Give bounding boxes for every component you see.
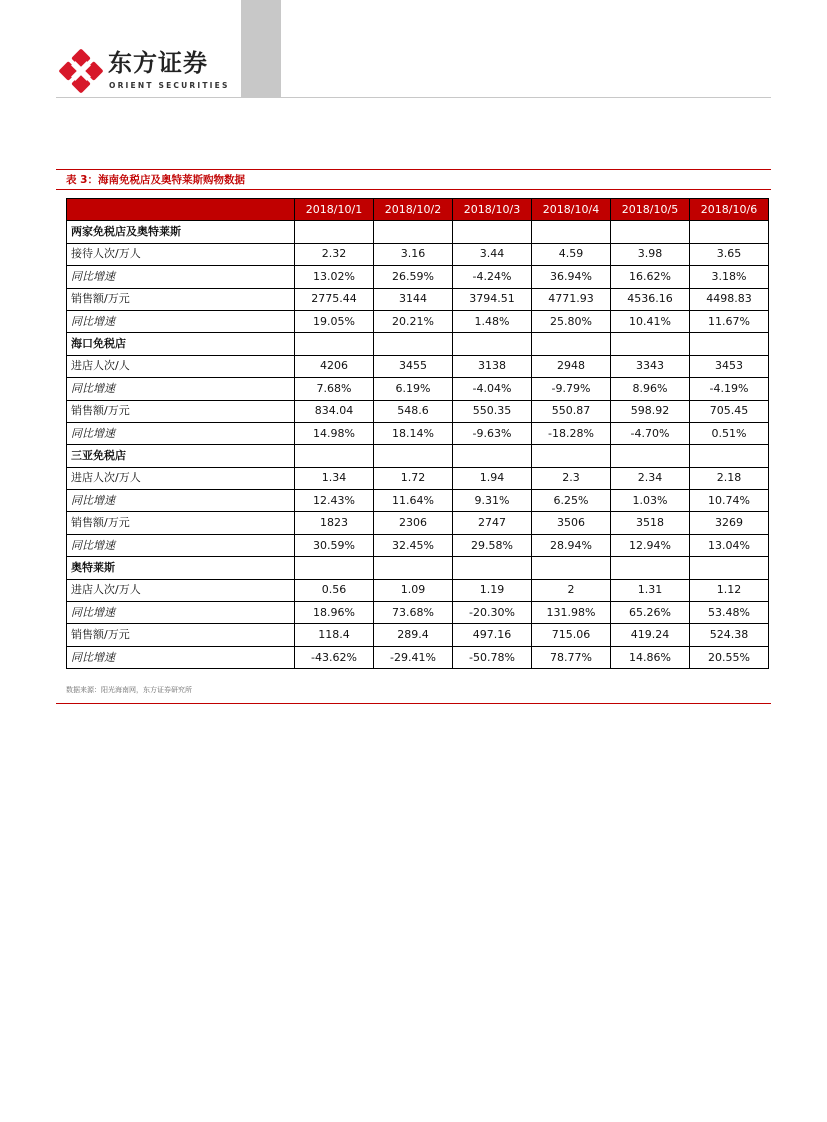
caption-top-rule <box>56 169 771 170</box>
section-row <box>67 445 769 467</box>
table-cell: 1.48% <box>453 310 532 332</box>
row-label: 进店人次/人 <box>67 355 295 377</box>
table-cell: 12.94% <box>611 534 690 556</box>
table-cell: 20.21% <box>374 310 453 332</box>
table-row <box>67 490 769 512</box>
table-cell: 524.38 <box>690 624 769 646</box>
table-cell: -20.30% <box>453 602 532 624</box>
table-cell <box>532 333 611 355</box>
table-cell <box>453 557 532 579</box>
table-cell: 78.77% <box>532 646 611 668</box>
table-cell: 9.31% <box>453 490 532 512</box>
table-cell <box>690 333 769 355</box>
table-cell: 3.44 <box>453 243 532 265</box>
table-cell: 3518 <box>611 512 690 534</box>
table-cell: -43.62% <box>295 646 374 668</box>
table-cell: 2.32 <box>295 243 374 265</box>
table-cell <box>611 445 690 467</box>
table-cell: 11.67% <box>690 310 769 332</box>
table-cell: 2 <box>532 579 611 601</box>
table-cell: 118.4 <box>295 624 374 646</box>
table-cell <box>453 221 532 243</box>
table-cell: 419.24 <box>611 624 690 646</box>
table-cell: 32.45% <box>374 534 453 556</box>
data-table <box>66 198 769 669</box>
table-row <box>67 646 769 668</box>
row-label: 接待人次/万人 <box>67 243 295 265</box>
row-label: 销售额/万元 <box>67 624 295 646</box>
table-cell: 3506 <box>532 512 611 534</box>
table-cell: 26.59% <box>374 266 453 288</box>
table-cell: 16.62% <box>611 266 690 288</box>
table-cell: 3343 <box>611 355 690 377</box>
table-header-row <box>67 199 769 221</box>
table-cell: 548.6 <box>374 400 453 422</box>
table-cell: 29.58% <box>453 534 532 556</box>
row-label: 同比增速 <box>67 534 295 556</box>
table-cell: 3453 <box>690 355 769 377</box>
table-cell <box>295 221 374 243</box>
table-cell <box>295 557 374 579</box>
table-cell: 13.04% <box>690 534 769 556</box>
table-cell: 4206 <box>295 355 374 377</box>
table-cell <box>374 221 453 243</box>
table-cell: 3.16 <box>374 243 453 265</box>
table-row <box>67 378 769 400</box>
row-label: 同比增速 <box>67 646 295 668</box>
row-label: 销售额/万元 <box>67 400 295 422</box>
table-cell: 2.34 <box>611 467 690 489</box>
section-title: 三亚免税店 <box>67 445 295 467</box>
row-label: 销售额/万元 <box>67 512 295 534</box>
table-cell: 3794.51 <box>453 288 532 310</box>
table-cell: 3.98 <box>611 243 690 265</box>
table-cell: 28.94% <box>532 534 611 556</box>
table-cell: -9.63% <box>453 422 532 444</box>
table-cell: 0.51% <box>690 422 769 444</box>
section-title: 奥特莱斯 <box>67 557 295 579</box>
table-cell: 18.96% <box>295 602 374 624</box>
table-cell: 1.31 <box>611 579 690 601</box>
table-cell: 3.65 <box>690 243 769 265</box>
row-label: 同比增速 <box>67 310 295 332</box>
table-cell: 10.74% <box>690 490 769 512</box>
table-cell: 131.98% <box>532 602 611 624</box>
table-cell: 3144 <box>374 288 453 310</box>
table-cell: 1.19 <box>453 579 532 601</box>
table-row <box>67 266 769 288</box>
header-cell-date: 2018/10/2 <box>374 199 453 221</box>
table-cell: 53.48% <box>690 602 769 624</box>
table-cell: 2775.44 <box>295 288 374 310</box>
table-cell <box>295 445 374 467</box>
section-row <box>67 557 769 579</box>
table-cell: 6.25% <box>532 490 611 512</box>
table-cell: 0.56 <box>295 579 374 601</box>
table-cell: 3.18% <box>690 266 769 288</box>
table-cell: 1.94 <box>453 467 532 489</box>
section-row <box>67 221 769 243</box>
table-row <box>67 288 769 310</box>
table-cell: 834.04 <box>295 400 374 422</box>
table-cell: 8.96% <box>611 378 690 400</box>
table-cell: 2948 <box>532 355 611 377</box>
table-cell: 1.72 <box>374 467 453 489</box>
row-label: 同比增速 <box>67 422 295 444</box>
table-cell: 2747 <box>453 512 532 534</box>
table-row <box>67 400 769 422</box>
table-row <box>67 624 769 646</box>
table-cell: 3138 <box>453 355 532 377</box>
row-label: 销售额/万元 <box>67 288 295 310</box>
table-cell: 65.26% <box>611 602 690 624</box>
table-cell <box>690 445 769 467</box>
table-cell <box>690 221 769 243</box>
table-cell: 4.59 <box>532 243 611 265</box>
source-note: 数据来源：阳光海南网，东方证券研究所 <box>66 686 192 694</box>
section-title: 两家免税店及奥特莱斯 <box>67 221 295 243</box>
table-cell: 19.05% <box>295 310 374 332</box>
header-cell-label <box>67 199 295 221</box>
table-cell: 25.80% <box>532 310 611 332</box>
table-cell: 6.19% <box>374 378 453 400</box>
header-cell-date: 2018/10/4 <box>532 199 611 221</box>
table-cell: 2.18 <box>690 467 769 489</box>
table-cell <box>532 445 611 467</box>
table-cell: 4771.93 <box>532 288 611 310</box>
table-body <box>67 221 769 669</box>
table-row <box>67 422 769 444</box>
table-row <box>67 355 769 377</box>
table-cell: 1.03% <box>611 490 690 512</box>
row-label: 同比增速 <box>67 490 295 512</box>
table-cell: -4.19% <box>690 378 769 400</box>
table-row <box>67 602 769 624</box>
table-cell <box>532 221 611 243</box>
footer-rule <box>56 703 771 704</box>
table-cell <box>374 557 453 579</box>
table-cell: 10.41% <box>611 310 690 332</box>
table-cell: 497.16 <box>453 624 532 646</box>
table-cell: 598.92 <box>611 400 690 422</box>
row-label: 进店人次/万人 <box>67 467 295 489</box>
section-row <box>67 333 769 355</box>
row-label: 同比增速 <box>67 378 295 400</box>
table-cell: 4536.16 <box>611 288 690 310</box>
table-row <box>67 579 769 601</box>
table-cell: 12.43% <box>295 490 374 512</box>
table-cell: 20.55% <box>690 646 769 668</box>
row-label: 同比增速 <box>67 266 295 288</box>
table-cell: -4.70% <box>611 422 690 444</box>
table-cell: 7.68% <box>295 378 374 400</box>
header-divider <box>56 97 771 98</box>
table-row <box>67 512 769 534</box>
caption-bottom-rule <box>56 189 771 190</box>
table-cell <box>374 333 453 355</box>
table-cell: 14.98% <box>295 422 374 444</box>
table-cell: 2.3 <box>532 467 611 489</box>
table-cell: 30.59% <box>295 534 374 556</box>
table-row <box>67 243 769 265</box>
table-cell <box>295 333 374 355</box>
table-cell <box>611 333 690 355</box>
header-cell-date: 2018/10/6 <box>690 199 769 221</box>
logo-english-name: ORIENT SECURITIES <box>109 81 230 90</box>
table-cell: 3455 <box>374 355 453 377</box>
header-cell-date: 2018/10/3 <box>453 199 532 221</box>
logo-mark-icon <box>58 48 104 94</box>
table-cell <box>374 445 453 467</box>
logo-chinese-name: 东方证券 <box>108 49 208 77</box>
header-cell-date: 2018/10/1 <box>295 199 374 221</box>
header-cell-date: 2018/10/5 <box>611 199 690 221</box>
table-row <box>67 310 769 332</box>
table-cell: 13.02% <box>295 266 374 288</box>
table-cell: 1.09 <box>374 579 453 601</box>
table-row <box>67 467 769 489</box>
table-cell: 73.68% <box>374 602 453 624</box>
page-header <box>0 0 827 100</box>
table-cell <box>453 445 532 467</box>
section-title: 海口免税店 <box>67 333 295 355</box>
row-label: 同比增速 <box>67 602 295 624</box>
table-cell: 289.4 <box>374 624 453 646</box>
table-cell <box>690 557 769 579</box>
table-cell: -4.24% <box>453 266 532 288</box>
company-logo <box>58 46 258 94</box>
table-cell <box>611 557 690 579</box>
table-cell: 36.94% <box>532 266 611 288</box>
table-cell: 2306 <box>374 512 453 534</box>
table-cell: 705.45 <box>690 400 769 422</box>
table-cell: -9.79% <box>532 378 611 400</box>
table-cell: 1.34 <box>295 467 374 489</box>
table-cell: 550.87 <box>532 400 611 422</box>
row-label: 进店人次/万人 <box>67 579 295 601</box>
table-cell: -29.41% <box>374 646 453 668</box>
table-cell: 4498.83 <box>690 288 769 310</box>
table-row <box>67 534 769 556</box>
table-cell <box>453 333 532 355</box>
table-cell: -50.78% <box>453 646 532 668</box>
table-cell <box>532 557 611 579</box>
table-cell: 1823 <box>295 512 374 534</box>
table-cell: -4.04% <box>453 378 532 400</box>
table-cell: 18.14% <box>374 422 453 444</box>
table-cell: 14.86% <box>611 646 690 668</box>
table-cell: 550.35 <box>453 400 532 422</box>
table-cell: 1.12 <box>690 579 769 601</box>
table-cell: 11.64% <box>374 490 453 512</box>
table-cell: -18.28% <box>532 422 611 444</box>
table-cell <box>611 221 690 243</box>
table-cell: 715.06 <box>532 624 611 646</box>
table-cell: 3269 <box>690 512 769 534</box>
table-caption: 表 3：海南免税店及奥特莱斯购物数据 <box>66 174 245 186</box>
